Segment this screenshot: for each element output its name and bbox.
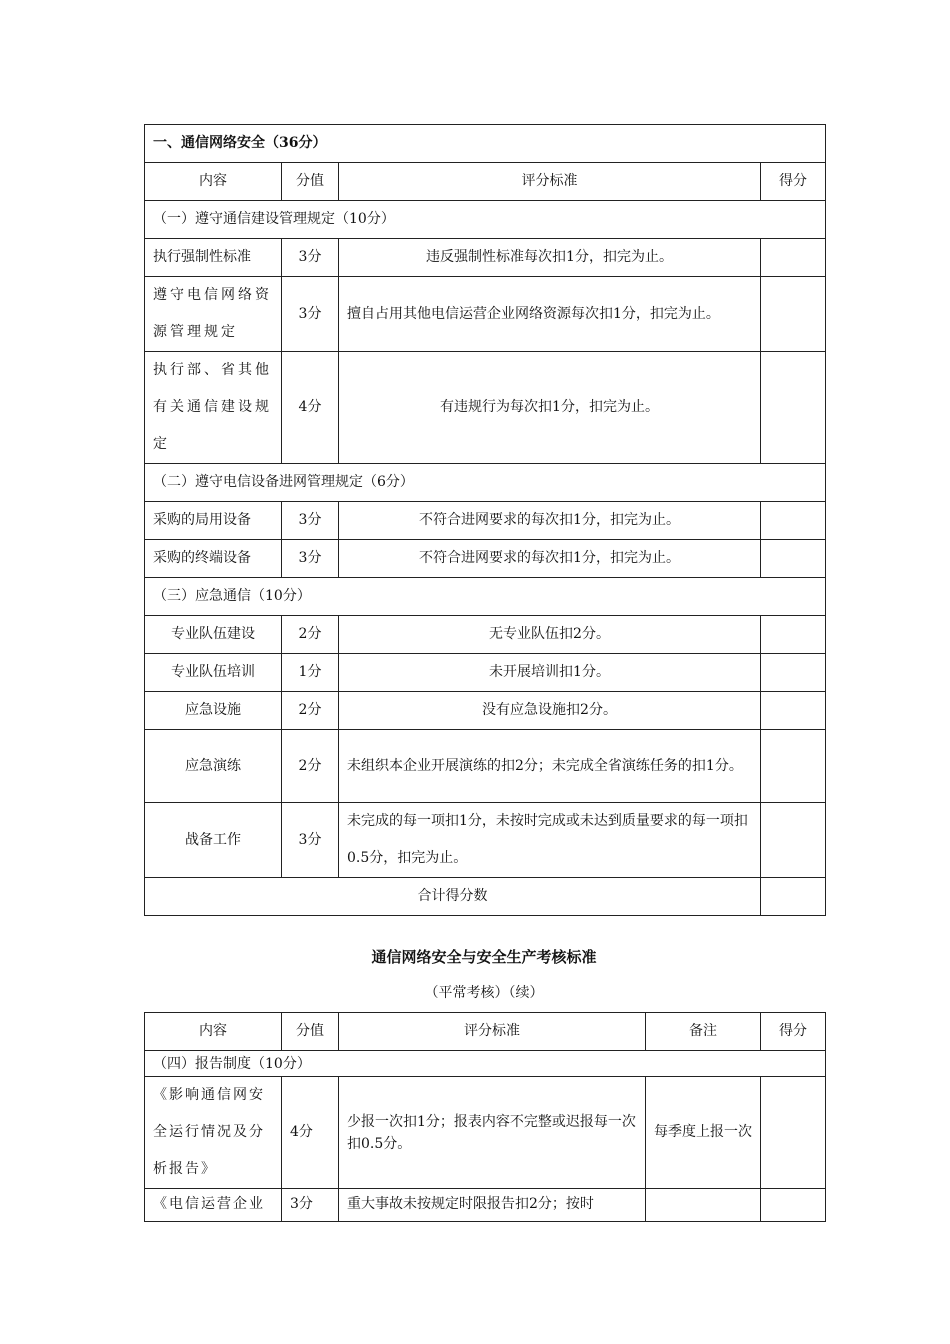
row-score: 3分 [282, 239, 339, 277]
row-content: 采购的局用设备 [145, 502, 282, 540]
row-criteria: 不符合进网要求的每次扣1分，扣完为止。 [339, 502, 761, 540]
header-score: 分值 [282, 1013, 339, 1051]
row-score: 4分 [282, 1077, 339, 1189]
row-points-cell [761, 616, 826, 654]
row-points-cell [761, 277, 826, 352]
row-criteria: 未开展培训扣1分。 [339, 654, 761, 692]
total-row [145, 878, 826, 916]
row-points-cell [761, 352, 826, 464]
row-criteria: 擅自占用其他电信运营企业网络资源每次扣1分，扣完为止。 [339, 277, 761, 352]
group-title: （二）遵守电信设备进网管理规定（6分） [145, 464, 826, 502]
header-points: 得分 [761, 1013, 826, 1051]
total-points-cell [761, 878, 826, 916]
row-criteria: 违反强制性标准每次扣1分，扣完为止。 [339, 239, 761, 277]
row-criteria: 未完成的每一项扣1分，未按时完成或未达到质量要求的每一项扣0.5分，扣完为止。 [339, 803, 761, 878]
row-content: 应急演练 [145, 730, 282, 803]
table-row [145, 239, 826, 277]
section-title: 一、通信网络安全（36分） [145, 125, 826, 163]
row-score: 3分 [282, 803, 339, 878]
row-score: 1分 [282, 654, 339, 692]
table-row [145, 654, 826, 692]
row-content: 战备工作 [145, 803, 282, 878]
header-content: 内容 [145, 163, 282, 201]
document-title: 通信网络安全与安全生产考核标准 [371, 948, 597, 966]
row-note: 每季度上报一次 [646, 1077, 761, 1189]
row-criteria: 少报一次扣1分；报表内容不完整或迟报每一次扣0.5分。 [339, 1077, 646, 1189]
row-points-cell [761, 1189, 826, 1222]
header-points: 得分 [761, 163, 826, 201]
header-score: 分值 [282, 163, 339, 201]
group-title: （一）遵守通信建设管理规定（10分） [145, 201, 826, 239]
table-row [145, 277, 826, 352]
row-criteria: 无专业队伍扣2分。 [339, 616, 761, 654]
row-content: 应急设施 [145, 692, 282, 730]
report-system-table [144, 1012, 826, 1222]
header-note: 备注 [646, 1013, 761, 1051]
table-row [145, 1189, 826, 1222]
row-note [646, 1189, 761, 1222]
row-score: 2分 [282, 730, 339, 803]
group-title: （三）应急通信（10分） [145, 578, 826, 616]
table-row [145, 1077, 826, 1189]
header-criteria: 评分标准 [339, 1013, 646, 1051]
document-subtitle: （平常考核）（续） [424, 985, 544, 1001]
row-content: 执行强制性标准 [145, 239, 282, 277]
row-criteria: 重大事故未按规定时限报告扣2分；按时 [339, 1189, 646, 1222]
table-row [145, 352, 826, 464]
row-points-cell [761, 540, 826, 578]
row-score: 3分 [282, 277, 339, 352]
row-points-cell [761, 1077, 826, 1189]
row-content: 专业队伍建设 [145, 616, 282, 654]
row-content: 《电信运营企业 [145, 1189, 282, 1222]
network-security-table [144, 124, 826, 916]
row-criteria: 没有应急设施扣2分。 [339, 692, 761, 730]
row-score: 3分 [282, 502, 339, 540]
row-points-cell [761, 654, 826, 692]
header-content: 内容 [145, 1013, 282, 1051]
total-label: 合计得分数 [145, 878, 761, 916]
row-content: 专业队伍培训 [145, 654, 282, 692]
row-content: 采购的终端设备 [145, 540, 282, 578]
row-points-cell [761, 502, 826, 540]
row-criteria: 未组织本企业开展演练的扣2分；未完成全省演练任务的扣1分。 [339, 730, 761, 803]
row-score: 4分 [282, 352, 339, 464]
header-criteria: 评分标准 [339, 163, 761, 201]
row-score: 2分 [282, 692, 339, 730]
group-title: （四）报告制度（10分） [145, 1051, 826, 1077]
row-score: 2分 [282, 616, 339, 654]
row-content: 遵守电信网络资源管理规定 [145, 277, 282, 352]
row-criteria: 有违规行为每次扣1分，扣完为止。 [339, 352, 761, 464]
row-points-cell [761, 692, 826, 730]
row-content: 执行部、省其他有关通信建设规定 [145, 352, 282, 464]
table-row [145, 803, 826, 878]
row-content: 《影响通信网安全运行情况及分析报告》 [145, 1077, 282, 1189]
row-criteria: 不符合进网要求的每次扣1分，扣完为止。 [339, 540, 761, 578]
row-points-cell [761, 730, 826, 803]
table-row [145, 616, 826, 654]
table-row [145, 692, 826, 730]
row-score: 3分 [282, 1189, 339, 1222]
table-row [145, 502, 826, 540]
row-points-cell [761, 803, 826, 878]
row-score: 3分 [282, 540, 339, 578]
row-points-cell [761, 239, 826, 277]
table-row [145, 730, 826, 803]
table-row [145, 540, 826, 578]
